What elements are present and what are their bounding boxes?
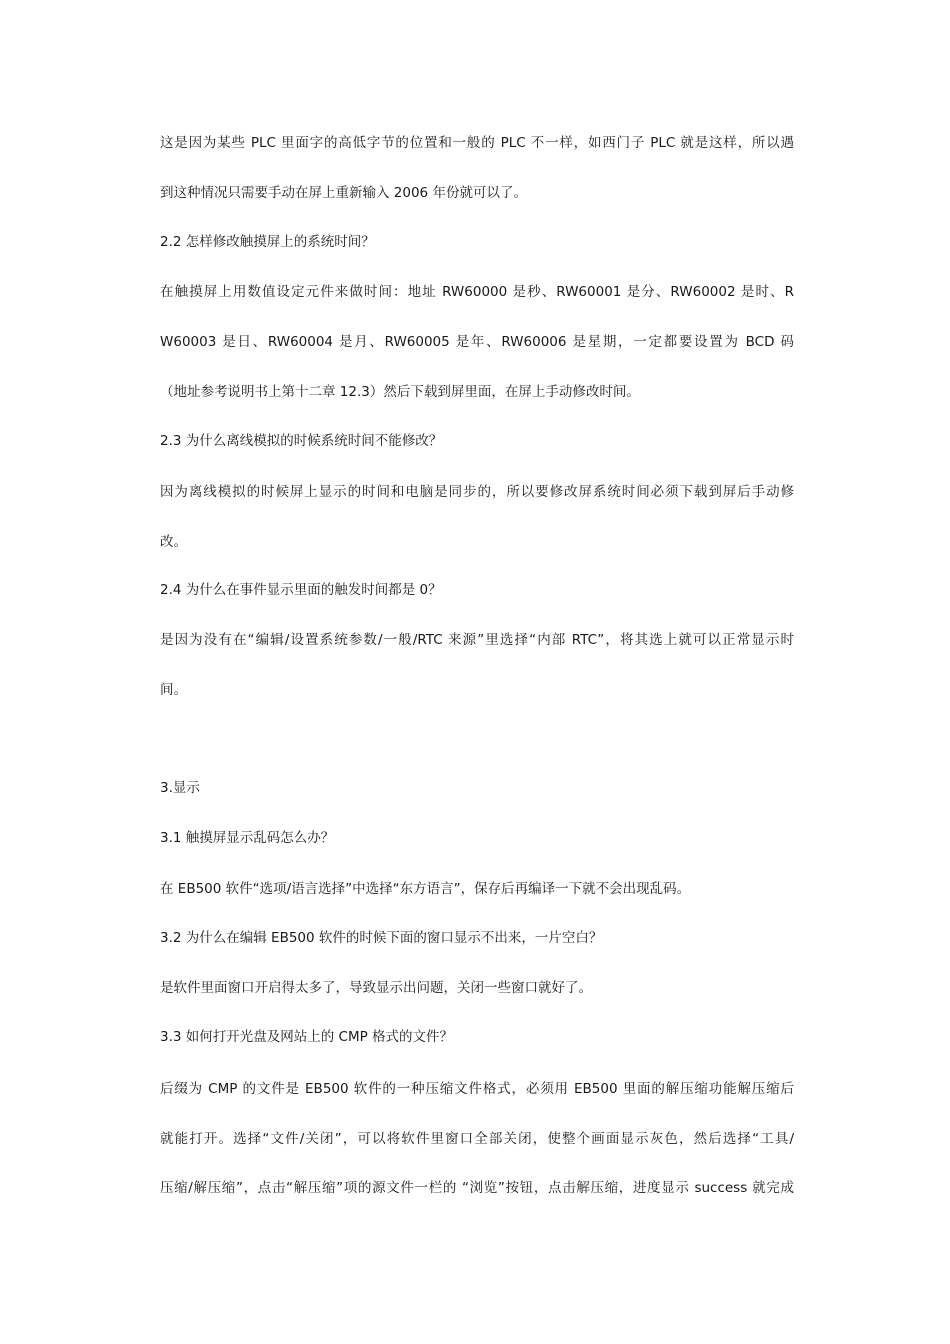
paragraph-line: 在触摸屏上用数值设定元件来做时间：地址 RW60000 是秒、RW60001 是分、RW60002 是时、R <box>160 284 794 300</box>
paragraph-line: （地址参考说明书上第十二章 12.3）然后下载到屏里面，在屏上手动修改时间。 <box>160 384 640 400</box>
paragraph-line: 后缀为 CMP 的文件是 EB500 软件的一种压缩文件格式，必须用 EB500 里面的解压缩功能解压缩后 <box>160 1081 794 1097</box>
paragraph-line: 到这种情况只需要手动在屏上重新输入 2006 年份就可以了。 <box>160 185 527 201</box>
chapter-heading: 3.显示 <box>160 780 200 796</box>
section-heading: 2.2 怎样修改触摸屏上的系统时间？ <box>160 234 375 250</box>
paragraph-line: 改。 <box>160 534 187 550</box>
section-heading: 3.1 触摸屏显示乱码怎么办？ <box>160 830 335 846</box>
section-heading: 3.3 如何打开光盘及网站上的 CMP 格式的文件？ <box>160 1029 454 1045</box>
paragraph-line: 压缩/解压缩”，点击“解压缩”项的源文件一栏的 “浏览”按钮，点击解压缩，进度显示 success 就完成 <box>160 1180 794 1196</box>
paragraph-line: W60003 是日、RW60004 是月、RW60005 是年、RW60006 是星期，一定都要设置为 BCD 码 <box>160 334 794 350</box>
paragraph-line: 在 EB500 软件“选项/语言选择”中选择“东方语言”，保存后再编译一下就不会出现乱码。 <box>160 881 691 897</box>
section-heading: 3.2 为什么在编辑 EB500 软件的时候下面的窗口显示不出来，一片空白？ <box>160 930 603 946</box>
section-heading: 2.3 为什么离线模拟的时候系统时间不能修改？ <box>160 433 443 449</box>
paragraph-line: 这是因为某些 PLC 里面字的高低字节的位置和一般的 PLC 不一样，如西门子 PLC 就是这样，所以遇 <box>160 135 794 151</box>
paragraph-line: 因为离线模拟的时候屏上显示的时间和电脑是同步的，所以要修改屏系统时间必须下载到屏后手动修 <box>160 484 794 500</box>
paragraph-line: 是因为没有在“编辑/设置系统参数/一般/RTC 来源”里选择“内部 RTC”，将其选上就可以正常显示时 <box>160 632 794 648</box>
paragraph-line: 间。 <box>160 682 187 698</box>
section-heading: 2.4 为什么在事件显示里面的触发时间都是 0？ <box>160 582 442 598</box>
paragraph-line: 是软件里面窗口开启得太多了，导致显示出问题，关闭一些窗口就好了。 <box>160 980 592 996</box>
paragraph-line: 就能打开。选择“文件/关闭”，可以将软件里窗口全部关闭，使整个画面显示灰色，然后选择“工具/ <box>160 1131 794 1147</box>
